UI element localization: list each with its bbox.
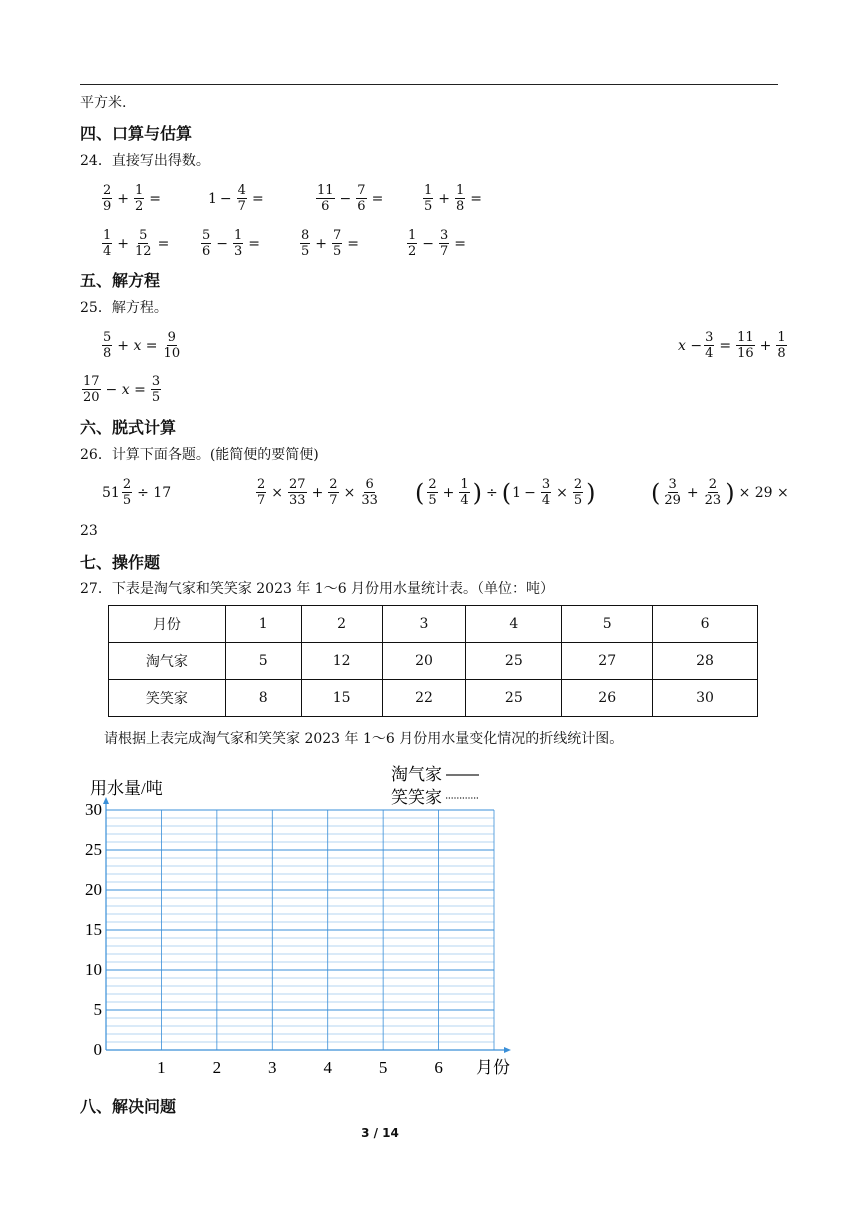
x-axis-arrow (504, 1047, 511, 1053)
y-tick-label: 10 (85, 960, 102, 979)
legend-label-xiaoxiao: 笑笑家 (391, 788, 442, 807)
x-tick-label: 5 (378, 1058, 388, 1077)
q24-prompt: 24．直接写出得数。 (80, 153, 210, 169)
q24-item-8: $\frac{1}{2}$ − $\frac{3}{7}$ = (408, 228, 467, 259)
chart-grid (106, 810, 494, 1050)
table-row-label: 笑笑家 (109, 680, 226, 717)
q25-equation-3: $\frac{17}{20}$ − x = $\frac{3}{5}$ (83, 374, 161, 405)
q24-item-1: $\frac{2}{9}$ + $\frac{1}{2}$ = (103, 183, 162, 214)
table-header-label: 月份 (109, 606, 226, 643)
chart-axes (103, 797, 511, 1053)
table-cell: 15 (301, 680, 382, 717)
x-axis-label: 月份 (476, 1058, 510, 1077)
table-cell: 5 (225, 643, 301, 680)
water-usage-line-chart (80, 760, 530, 1090)
y-tick-label: 15 (85, 920, 102, 939)
q24-item-6: $\frac{5}{6}$ − $\frac{1}{3}$ = (202, 228, 261, 259)
table-cell: 20 (382, 643, 466, 680)
table-cell: 22 (382, 680, 466, 717)
q26-problem-3: ( $\frac{2}{5}$ + $\frac{1}{4}$ ) ÷ ( 1 − $\frac{3}{4}$ × $\frac{2}{5}$ ) (415, 477, 596, 508)
legend-label-taoqi: 淘气家 (391, 765, 442, 784)
q24-item-5: $\frac{1}{4}$ + $\frac{5}{12}$ = (103, 228, 170, 259)
table-cell: 28 (653, 643, 758, 680)
section-heading-6: 六、脱式计算 (80, 418, 177, 437)
table-cell: 8 (225, 680, 301, 717)
water-usage-table (108, 605, 758, 717)
chart-instruction: 请根据上表完成淘气家和笑笑家 2023 年 1～6 月份用水量变化情况的折线统计图。 (104, 731, 624, 747)
q26-problem-2: $\frac{2}{7}$ × $\frac{27}{33}$ + $\frac{2}{7}$ × $\frac{6}{33}$ (257, 477, 378, 508)
y-tick-labels (85, 800, 102, 1059)
table-cell: 30 (653, 680, 758, 717)
q24-item-3: $\frac{11}{6}$ − $\frac{7}{6}$ = (317, 183, 384, 214)
y-tick-label: 30 (85, 800, 102, 819)
y-tick-label: 0 (93, 1040, 102, 1059)
table-cell: 6 (653, 606, 758, 643)
table-cell: 5 (562, 606, 653, 643)
table-row (109, 680, 758, 717)
table-row-label: 淘气家 (109, 643, 226, 680)
section-heading-7: 七、操作题 (80, 553, 161, 572)
q25-prompt: 25．解方程。 (80, 300, 168, 316)
x-tick-label: 2 (212, 1058, 222, 1077)
page-number: 3 / 14 (361, 1126, 399, 1140)
table-header-row (109, 606, 758, 643)
table-row (109, 643, 758, 680)
table-cell: 26 (562, 680, 653, 717)
x-tick-label: 4 (323, 1058, 332, 1077)
q26-prompt: 26．计算下面各题。(能简便的要简便) (80, 447, 319, 463)
y-tick-label: 25 (85, 840, 102, 859)
table-cell: 25 (466, 680, 562, 717)
table-cell: 2 (301, 606, 382, 643)
y-tick-label: 5 (93, 1000, 102, 1019)
table-cell: 3 (382, 606, 466, 643)
q24-item-4: $\frac{1}{5}$ + $\frac{1}{8}$ = (424, 183, 483, 214)
q24-item-2: 1 − $\frac{4}{7}$ = (208, 183, 264, 214)
y-tick-label: 20 (85, 880, 102, 899)
section-heading-8: 八、解决问题 (80, 1097, 177, 1116)
section-heading-5: 五、解方程 (80, 271, 161, 290)
q26-problem-4: ( $\frac{3}{29}$ + $\frac{2}{23}$ ) × 29 × (651, 477, 789, 508)
q27-prompt: 27．下表是淘气家和笑笑家 2023 年 1～6 月份用水量统计表。（单位：吨） (80, 581, 555, 597)
q25-equation-1: $\frac{5}{8}$ + x = $\frac{9}{10}$ (103, 330, 181, 361)
x-tick-label: 6 (434, 1058, 443, 1077)
q25-equation-2: x − $\frac{3}{4}$ = $\frac{11}{16}$ + $\frac{1}{8}$ (678, 330, 786, 361)
x-tick-label: 1 (157, 1058, 166, 1077)
table-cell: 1 (225, 606, 301, 643)
table-cell: 27 (562, 643, 653, 680)
top-fragment: 平方米. (80, 95, 127, 111)
table-cell: 12 (301, 643, 382, 680)
y-axis-label: 用水量/吨 (90, 779, 163, 798)
table-cell: 25 (466, 643, 562, 680)
table-cell: 4 (466, 606, 562, 643)
q26-problem-1: 51 $\frac{2}{5}$ ÷ 17 (102, 477, 172, 508)
x-tick-label: 3 (268, 1058, 277, 1077)
q24-item-7: $\frac{8}{5}$ + $\frac{7}{5}$ = (301, 228, 360, 259)
header-rule (80, 84, 778, 85)
chart-legend (391, 765, 479, 807)
section-heading-4: 四、口算与估算 (80, 124, 193, 143)
x-tick-labels (157, 1058, 443, 1077)
y-axis-arrow (103, 797, 109, 804)
q26-problem-4-wrap: 23 (80, 523, 98, 539)
